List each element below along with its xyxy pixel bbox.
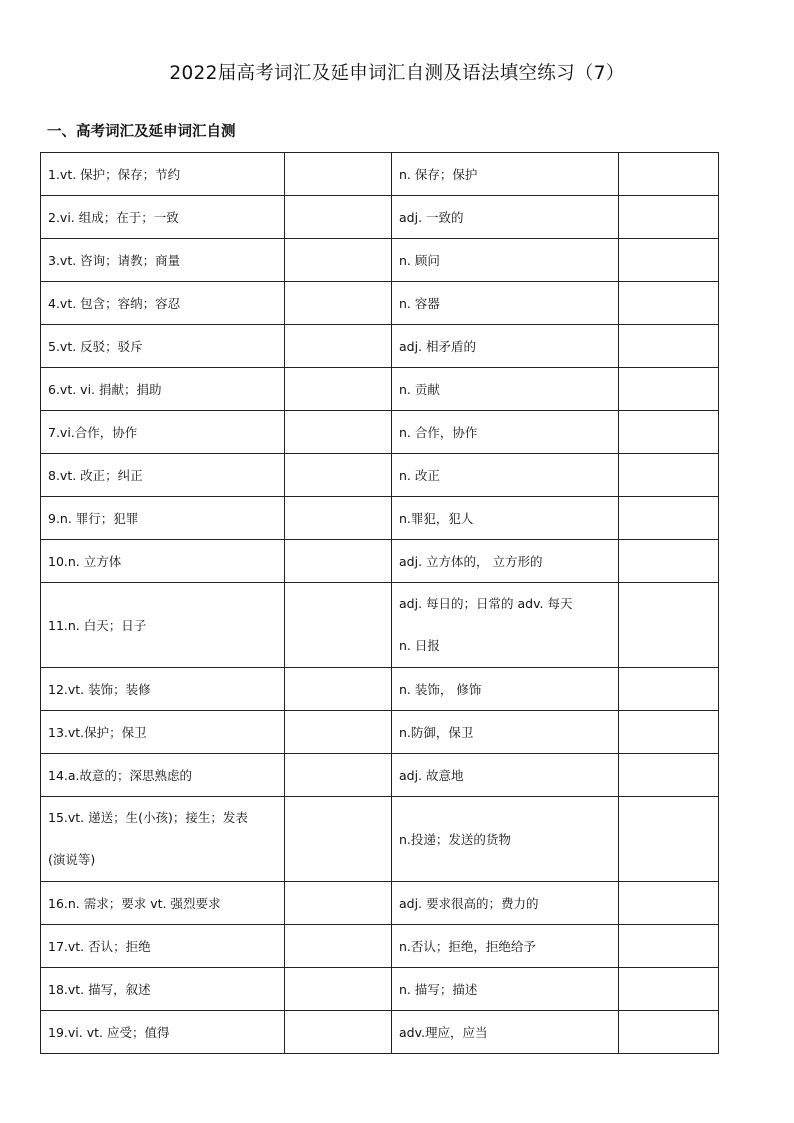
table-row [41,239,719,282]
derived-definition-cell [392,497,619,540]
derived-definition-cell [392,968,619,1011]
table-row [41,925,719,968]
table-row [41,540,719,583]
word-definition-cell [41,968,285,1011]
derived-definition-cell [392,411,619,454]
word-definition-cell [41,497,285,540]
derived-definition-text: adj. 一致的 [399,209,464,225]
word-definition-cell [41,754,285,797]
definition-text: 10.n. 立方体 [48,553,122,569]
derived-definition-cell [392,282,619,325]
answer-blank-cell[interactable] [285,668,392,711]
definition-text: 18.vt. 描写，叙述 [48,981,151,997]
answer-blank-cell[interactable] [619,711,719,754]
derived-definition-cell [392,754,619,797]
definition-text: 3.vt. 咨询；请教；商量 [48,252,181,268]
derived-definition-cell [392,668,619,711]
definition-text: 16.n. 需求；要求 vt. 强烈要求 [48,895,221,911]
definition-text: 4.vt. 包含；容纳；容忍 [48,295,181,311]
answer-blank-cell[interactable] [285,454,392,497]
answer-blank-cell[interactable] [619,454,719,497]
table-row [41,711,719,754]
answer-blank-cell[interactable] [619,968,719,1011]
derived-definition-cell [392,239,619,282]
definition-text: 6.vt. vi. 捐献；捐助 [48,381,162,397]
derived-definition-cell [392,1011,619,1054]
table-row [41,497,719,540]
definition-text: 9.n. 罪行；犯罪 [48,510,139,526]
derived-definition-cell [392,454,619,497]
derived-definition-text: n. 贡献 [399,381,440,397]
word-definition-cell [41,583,285,668]
table-row [41,454,719,497]
table-row [41,882,719,925]
word-definition-cell [41,282,285,325]
answer-blank-cell[interactable] [619,925,719,968]
table-row [41,797,719,882]
derived-definition-cell [392,325,619,368]
derived-definition-text: adj. 故意地 [399,767,464,783]
table-row [41,325,719,368]
answer-blank-cell[interactable] [285,711,392,754]
answer-blank-cell[interactable] [619,668,719,711]
table-row [41,411,719,454]
definition-text: 11.n. 白天；日子 [48,617,147,633]
table-row [41,368,719,411]
derived-definition-cell [392,711,619,754]
definition-text: 1.vt. 保护；保存；节约 [48,166,181,182]
definition-text: 13.vt.保护；保卫 [48,724,147,740]
answer-blank-cell[interactable] [285,925,392,968]
derived-definition-text: adj. 相矛盾的 [399,338,477,354]
answer-blank-cell[interactable] [285,497,392,540]
answer-blank-cell[interactable] [619,411,719,454]
derived-definition-text: n. 保存；保护 [399,166,478,182]
table-row [41,1011,719,1054]
answer-blank-cell[interactable] [619,196,719,239]
word-definition-cell [41,368,285,411]
derived-definition-text: n.防御，保卫 [399,724,474,740]
derived-definition-cell [392,153,619,196]
answer-blank-cell[interactable] [619,325,719,368]
derived-definition-text: n. 顾问 [399,252,440,268]
answer-blank-cell[interactable] [285,196,392,239]
definition-text: 7.vi.合作，协作 [48,424,138,440]
word-definition-cell [41,196,285,239]
derived-definition-text: adj. 立方体的， 立方形的 [399,553,543,569]
word-definition-cell [41,454,285,497]
derived-definition-cell [392,368,619,411]
derived-definition-text: n.否认；拒绝，拒绝给予 [399,938,536,954]
derived-definition-cell [392,583,619,668]
vocabulary-table [40,152,719,1054]
word-definition-cell [41,1011,285,1054]
definition-text: 15.vt. 递送；生(小孩)；接生；发表 [48,810,248,825]
answer-blank-cell[interactable] [619,797,719,882]
word-definition-cell [41,882,285,925]
derived-definition-text: n. 改正 [399,467,440,483]
table-row [41,583,719,668]
section-heading: 一、高考词汇及延申词汇自测 [47,124,236,140]
definition-text: (演说等) [48,852,96,867]
derived-definition-text: n. 容器 [399,295,440,311]
definition-text: 17.vt. 否认；拒绝 [48,938,151,954]
derived-definition-text: n. 日报 [399,638,440,653]
answer-blank-cell[interactable] [285,754,392,797]
definition-text: 5.vt. 反驳；驳斥 [48,338,143,354]
answer-blank-cell[interactable] [285,282,392,325]
derived-definition-cell [392,196,619,239]
derived-definition-text: n. 装饰， 修饰 [399,681,482,697]
definition-text: 8.vt. 改正；纠正 [48,467,143,483]
derived-definition-text: adv.理应，应当 [399,1024,488,1040]
word-definition-cell [41,711,285,754]
word-definition-cell [41,325,285,368]
answer-blank-cell[interactable] [285,153,392,196]
answer-blank-cell[interactable] [285,882,392,925]
answer-blank-cell[interactable] [285,797,392,882]
answer-blank-cell[interactable] [619,153,719,196]
table-row [41,153,719,196]
answer-blank-cell[interactable] [285,1011,392,1054]
answer-blank-cell[interactable] [285,325,392,368]
derived-definition-text: adj. 要求很高的；费力的 [399,895,539,911]
vocabulary-table-body [41,153,719,1054]
answer-blank-cell[interactable] [619,1011,719,1054]
answer-blank-cell[interactable] [619,754,719,797]
answer-blank-cell[interactable] [285,411,392,454]
word-definition-cell [41,540,285,583]
definition-text: 19.vi. vt. 应受；值得 [48,1024,170,1040]
table-row [41,282,719,325]
word-definition-cell [41,239,285,282]
derived-definition-text: adj. 每日的；日常的 adv. 每天 [399,596,573,611]
answer-blank-cell[interactable] [619,583,719,668]
word-definition-cell [41,153,285,196]
derived-definition-cell [392,925,619,968]
derived-definition-cell [392,540,619,583]
table-row [41,968,719,1011]
answer-blank-cell[interactable] [285,968,392,1011]
derived-definition-cell [392,882,619,925]
derived-definition-cell [392,797,619,882]
definition-text: 14.a.故意的；深思熟虑的 [48,767,193,783]
derived-definition-text: n. 合作，协作 [399,424,478,440]
answer-blank-cell[interactable] [285,368,392,411]
answer-blank-cell[interactable] [285,239,392,282]
definition-text: 12.vt. 装饰；装修 [48,681,151,697]
answer-blank-cell[interactable] [285,540,392,583]
answer-blank-cell[interactable] [619,239,719,282]
document-title: 2022届高考词汇及延申词汇自测及语法填空练习（7） [169,63,625,84]
derived-definition-text: n. 描写；描述 [399,981,478,997]
table-row [41,754,719,797]
derived-definition-text: n.投递；发送的货物 [399,831,511,847]
derived-definition-text: n.罪犯，犯人 [399,510,474,526]
word-definition-cell [41,925,285,968]
answer-blank-cell[interactable] [619,882,719,925]
table-row [41,196,719,239]
word-definition-cell [41,668,285,711]
answer-blank-cell[interactable] [619,497,719,540]
definition-text: 2.vi. 组成；在于；一致 [48,209,179,225]
word-definition-cell [41,797,285,882]
answer-blank-cell[interactable] [619,368,719,411]
answer-blank-cell[interactable] [285,583,392,668]
answer-blank-cell[interactable] [619,282,719,325]
word-definition-cell [41,411,285,454]
answer-blank-cell[interactable] [619,540,719,583]
table-row [41,668,719,711]
